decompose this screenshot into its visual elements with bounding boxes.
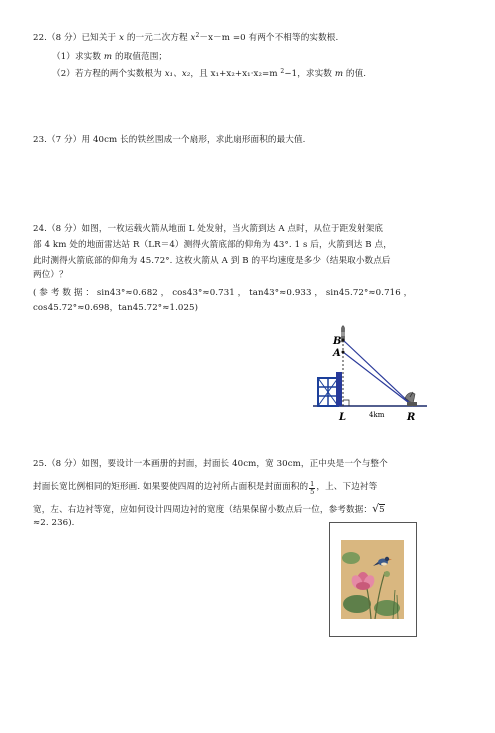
q25-line1: 25.（8 分）如图，要设计一本画册的封面，封面长 40cm，宽 30cm，正中央是一个与整个 xyxy=(33,459,388,469)
q22-eq-x: x xyxy=(190,33,196,43)
sightline-a xyxy=(343,352,413,406)
q24-line5: ( 参 考 数 据 ： sin43°≈0.682 ， cos43°≈0.731 ， tan43°≈0.933 ， sin45.72°≈0.716 ， xyxy=(33,288,413,298)
q22-p2-sup: 2 xyxy=(280,68,285,75)
q25-line3-a: 宽，左、右边衬等宽，应如何设计四周边衬的宽度（结果保留小数点后一位，参考数据： xyxy=(33,505,373,515)
q24-line2: 部 4 km 处的地面雷达站 R（LR＝4）测得火箭底部的仰角为 43°. 1 s 后，火箭到达 B 点， xyxy=(33,240,392,250)
q25-line2-a: 封面长宽比例相同的矩形画. 如果要使四周的边衬所占面积是封面面积的 xyxy=(33,482,309,492)
q22-stem-a: 22.（8 分）已知关于 xyxy=(33,33,120,43)
q24-line1: 24.（8 分）如图，一枚运载火箭从地面 L 处发射，当火箭到达 A 点时，从位于距发射架底 xyxy=(33,224,384,234)
q22-eq-c: －x－m =0 有两个不相等的实数根. xyxy=(199,33,339,43)
label-b: B xyxy=(333,336,342,347)
label-a: A xyxy=(333,348,341,359)
q22-p2-m: m xyxy=(334,69,344,79)
q23-text: 23.（7 分）用 40cm 长的铁丝围成一个扇形，求此扇形面积的最大值. xyxy=(33,135,306,145)
q22-part1 xyxy=(52,52,167,63)
q22-p2-a: （2）若方程的两个实数根为 xyxy=(52,69,165,79)
fraction-den: 5 xyxy=(310,488,315,496)
rocket-diagram xyxy=(305,320,435,425)
q22-var-x: x xyxy=(119,33,125,43)
sqrt-symbol: √ xyxy=(372,502,380,515)
q24-line3: 此时测得火箭底部的仰角为 45.72°. 这枚火箭从 A 到 B 的平均速度是多少（结果取小数点后 xyxy=(33,256,391,266)
label-distance: 4km xyxy=(369,411,385,419)
sqrt-value: 5 xyxy=(379,505,385,515)
q22-p2-d: 的值. xyxy=(343,69,367,79)
q24-line6: cos45.72°≈0.698，tan45.72°≈1.025) xyxy=(33,303,199,313)
q25-line2-b: ，上、下边衬等 xyxy=(316,482,378,492)
q22-stem xyxy=(33,33,338,44)
cover-frame xyxy=(329,522,417,637)
q22-part2 xyxy=(52,69,366,80)
launch-tower xyxy=(318,372,342,406)
point-a xyxy=(342,351,345,354)
fraction-one-fifth xyxy=(309,481,315,496)
q25-line2 xyxy=(33,481,377,496)
label-l: L xyxy=(339,412,347,423)
q25-line4: ≈2. 236). xyxy=(33,518,75,528)
q22-eq-sup: 2 xyxy=(195,32,200,39)
sightline-b xyxy=(343,340,413,406)
q22-p1-a: （1）求实数 xyxy=(52,52,104,62)
right-angle-marker xyxy=(343,400,349,406)
point-b xyxy=(342,339,345,342)
q25-line3 xyxy=(33,503,385,516)
q22-p1-b: 的取值范围； xyxy=(112,52,168,62)
label-r: R xyxy=(407,412,416,423)
q22-p2-c: −1，求实数 xyxy=(284,69,335,79)
q22-p2-roots: x₁、x₂ xyxy=(164,69,191,79)
cover-painting xyxy=(341,540,404,619)
q22-p1-m: m xyxy=(103,52,113,62)
q22-stem-b: 的一元二次方程 xyxy=(124,33,191,43)
q22-p2-b: ，且 x₁+x₂+x₁·x₂=m xyxy=(190,69,281,79)
fraction-num: 1 xyxy=(310,480,315,488)
radar-icon xyxy=(405,392,417,406)
q24-line4: 两位）？ xyxy=(33,270,68,280)
